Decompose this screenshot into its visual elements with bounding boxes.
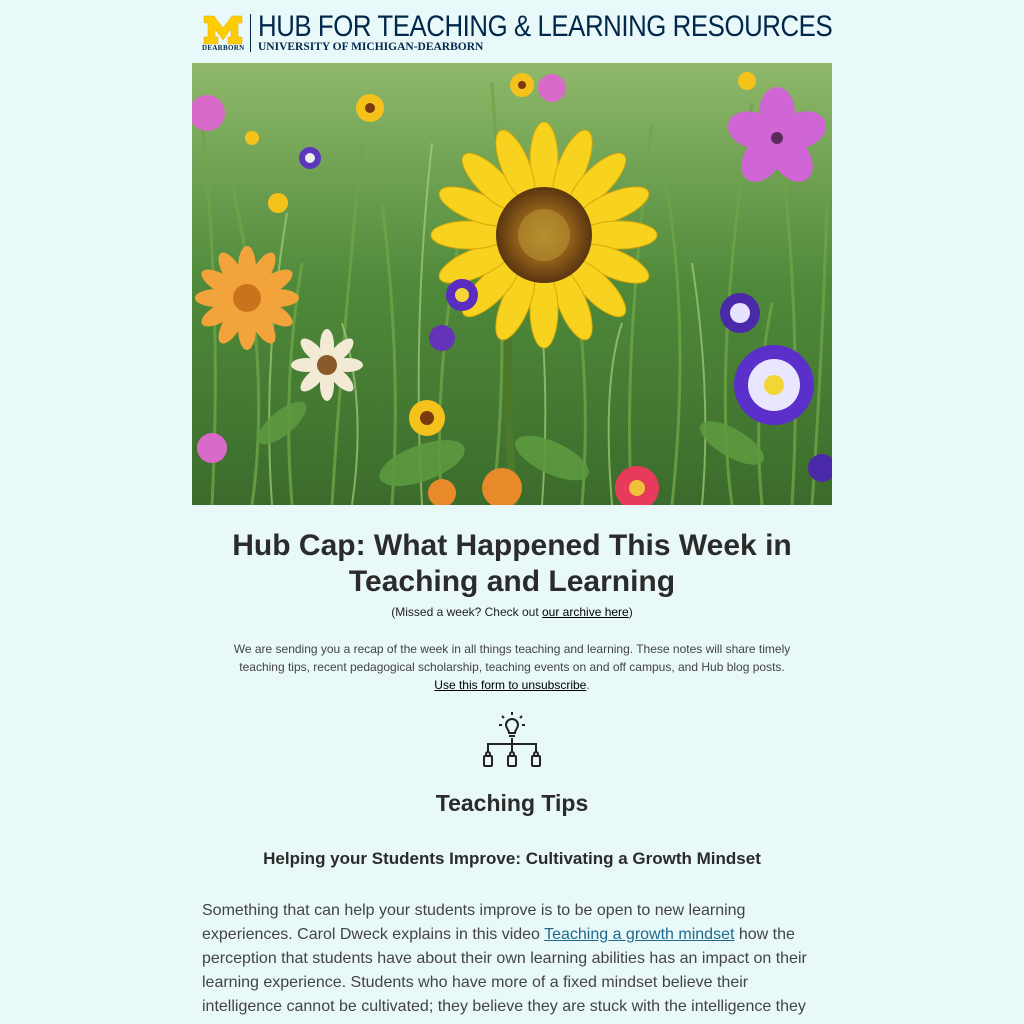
logo-dearborn: DEARBORN: [202, 44, 245, 52]
archive-link[interactable]: our archive here: [542, 605, 629, 619]
unsubscribe-link[interactable]: Use this form to unsubscribe: [434, 678, 587, 692]
hub-title: HUB FOR TEACHING & LEARNING RESOURCES: [258, 10, 833, 43]
header: [192, 0, 832, 60]
article-title: Helping your Students Improve: Cultivating a Growth Mindset: [263, 849, 761, 868]
archive-suffix: ): [628, 605, 633, 619]
hub-subtitle: UNIVERSITY OF MICHIGAN-DEARBORN: [258, 41, 484, 53]
logo-divider: [250, 14, 251, 52]
intro-paragraph: [232, 640, 792, 694]
block-m-logo: [202, 14, 244, 46]
archive-note: [192, 605, 832, 619]
intro-suffix: .: [586, 678, 590, 692]
teaching-tips-heading: Teaching Tips: [435, 790, 589, 816]
lightbulb-network-icon: [480, 708, 544, 770]
growth-mindset-video-link[interactable]: Teaching a growth mindset: [544, 926, 735, 943]
hero-image: [192, 63, 832, 505]
article-body: [202, 899, 817, 1019]
archive-prefix: (Missed a week? Check out: [391, 605, 542, 619]
intro-text: We are sending you a recap of the week in all things teaching and learning. These notes will share timely teaching tips, recent pedagogical scholarship, teaching events on and off campus, and Hub blog posts.: [233, 642, 791, 674]
article-body-part2: how the perception that students have about their own learning abilities has an impact on their learning experience. Students who have more of a fixed mindset believe their intelligence cannot be cultivated; they believe they are stuck with the intelligence they: [202, 926, 807, 1015]
newsletter-title: Hub Cap: What Happened This Week in Teaching and Learning: [232, 529, 792, 598]
email-container: [192, 0, 833, 1015]
article-body-part1: Something that can help your students improve is to be open to new learning experiences. Carol Dweck explains in this video: [202, 902, 746, 943]
